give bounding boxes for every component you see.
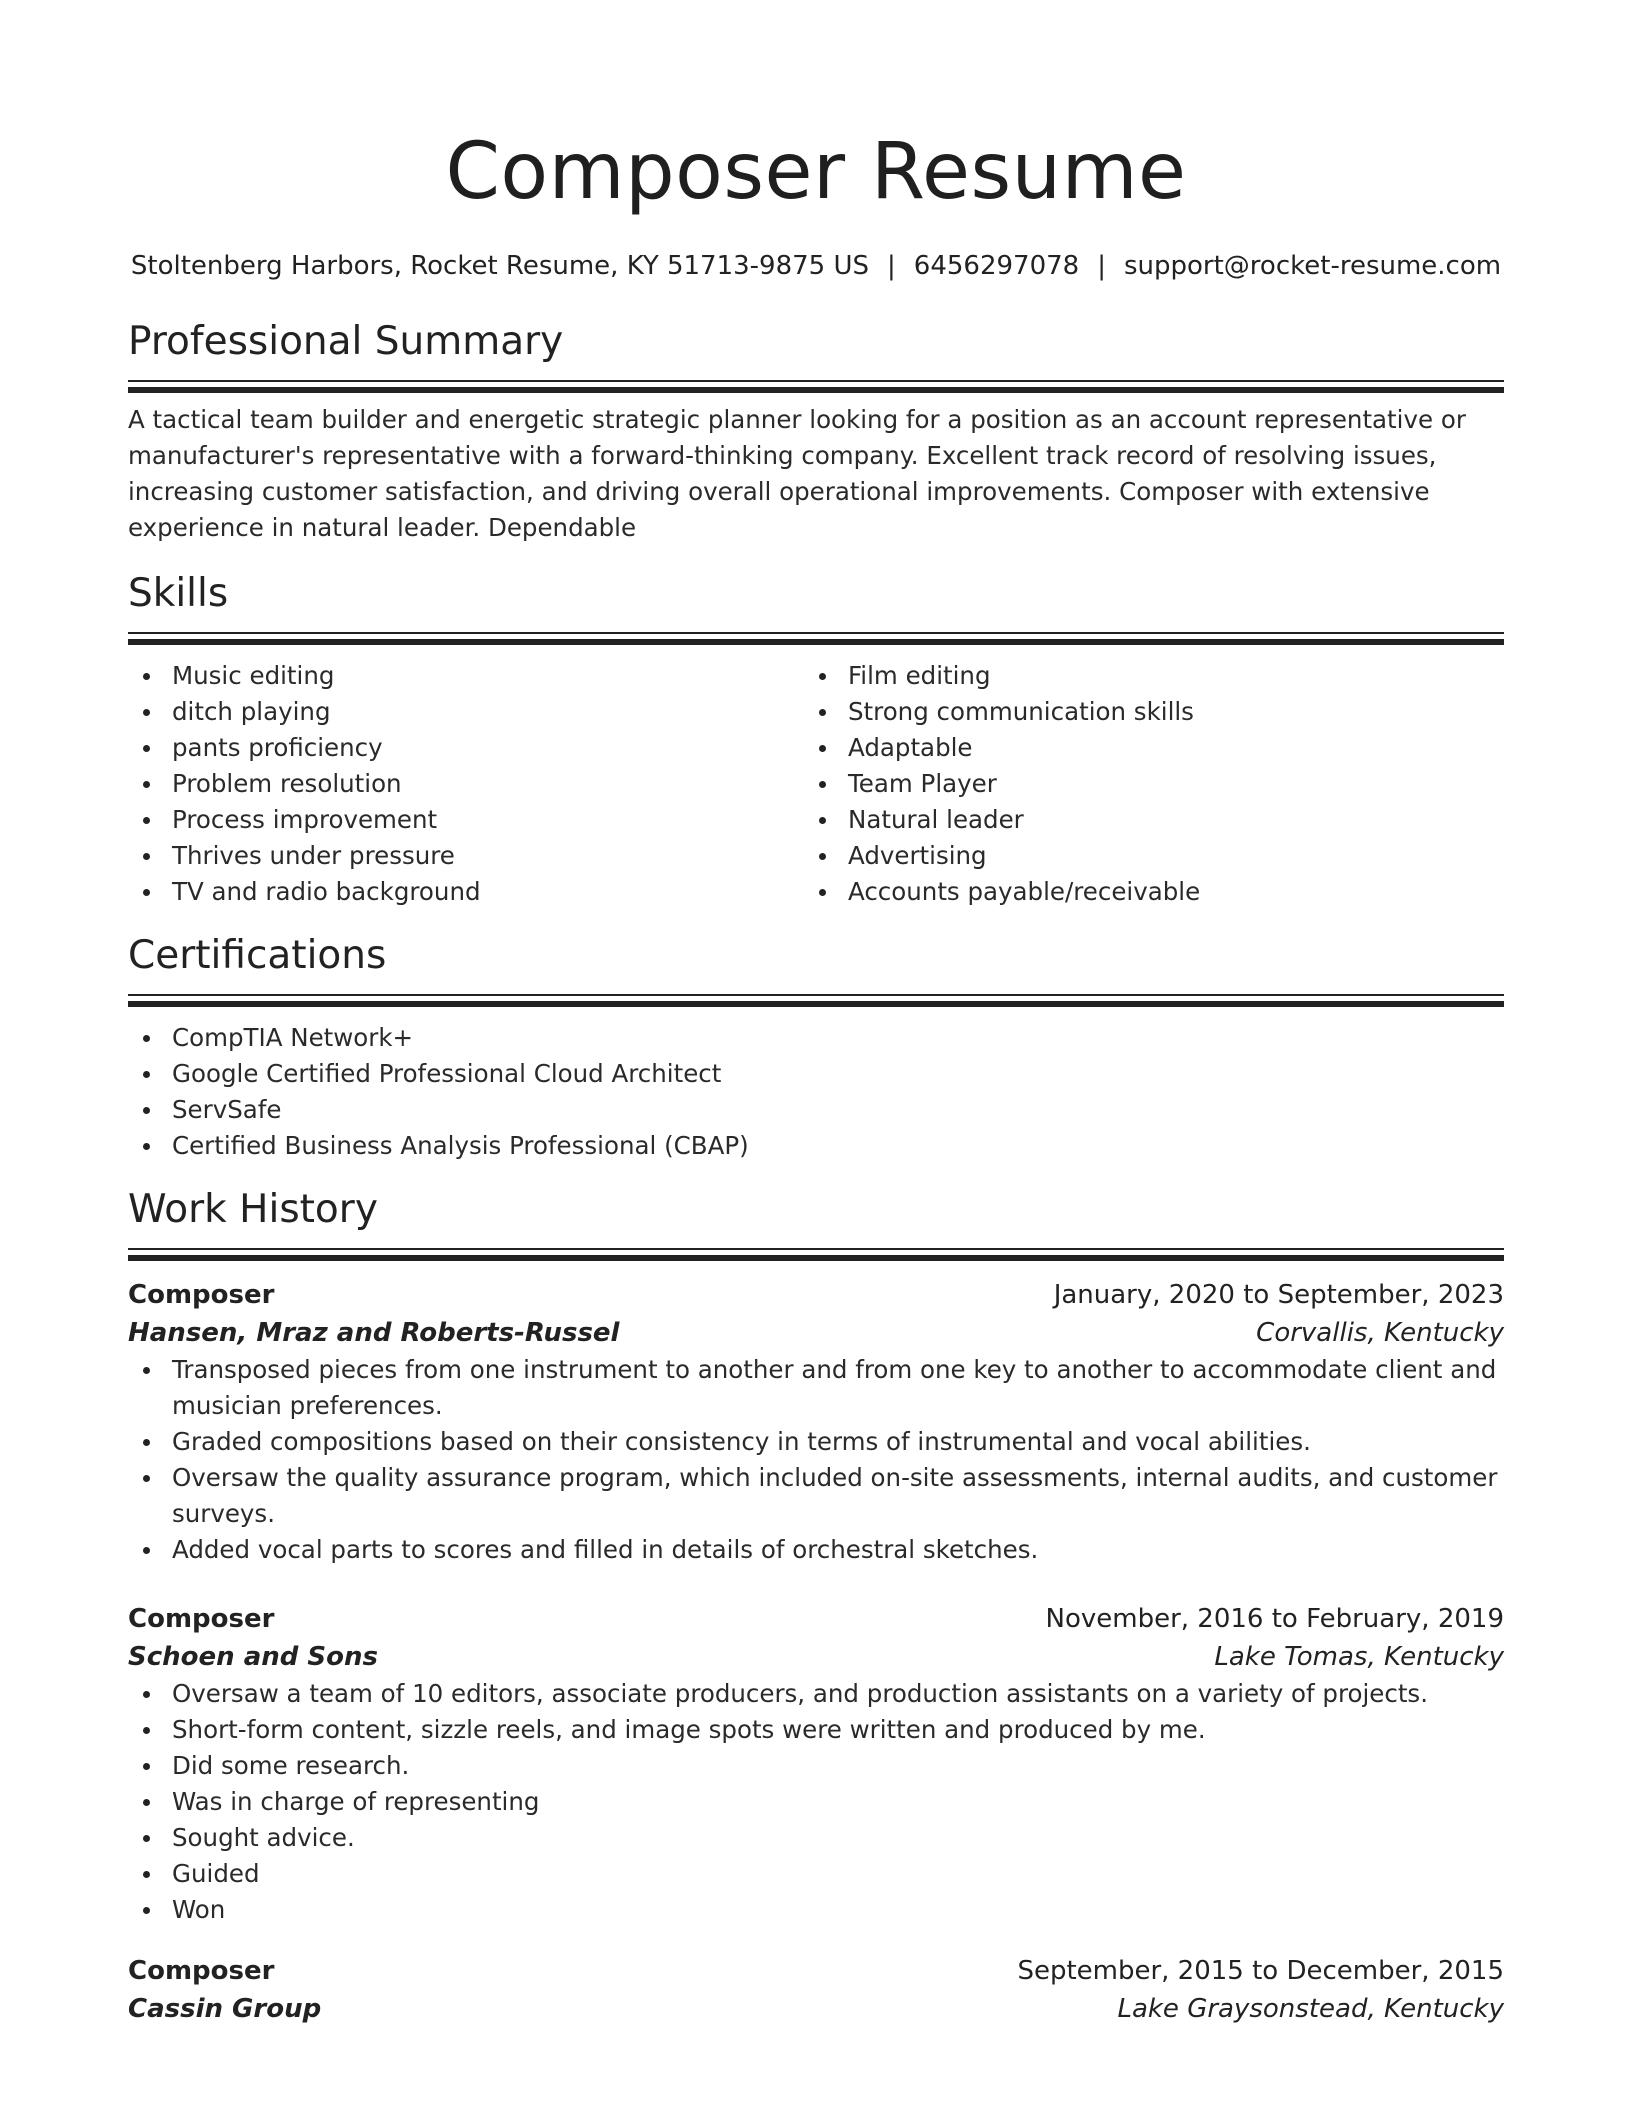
certification-item: Certified Business Analysis Professional (CBAP): [128, 1128, 1504, 1164]
job-location: Lake Graysonstead, Kentucky: [1117, 1994, 1504, 2024]
job-dates: September, 2015 to December, 2015: [1017, 1956, 1504, 1986]
job-bullets: [128, 1676, 1504, 1928]
job-company: Cassin Group: [128, 1994, 322, 2024]
skill-item: Thrives under pressure: [128, 838, 804, 874]
job-dates: November, 2016 to February, 2019: [1045, 1604, 1504, 1634]
contact-address: Stoltenberg Harbors, Rocket Resume, KY 51713-9875 US: [130, 251, 870, 281]
job-bullet: Oversaw the quality assurance program, which included on-site assessments, internal audits, and customer surveys.: [128, 1460, 1504, 1532]
job-bullet: Was in charge of representing: [128, 1784, 1504, 1820]
contact-line: [128, 248, 1504, 284]
resume-name: Composer Resume: [445, 127, 1187, 217]
certifications-list: [128, 1020, 1504, 1164]
skill-item: Problem resolution: [128, 766, 804, 802]
skill-item: Strong communication skills: [804, 694, 1480, 730]
contact-email: support@rocket-resume.com: [1123, 251, 1502, 281]
section-title-certifications: Certifications: [128, 933, 387, 978]
skill-item: Adaptable: [804, 730, 1480, 766]
skills-list-left: [128, 658, 804, 910]
skill-item: TV and radio background: [128, 874, 804, 910]
skill-item: ditch playing: [128, 694, 804, 730]
job-bullet: Graded compositions based on their consistency in terms of instrumental and vocal abilities.: [128, 1424, 1504, 1460]
job-entry: [128, 1276, 1504, 1568]
skills-grid: [128, 658, 1504, 910]
certification-item: ServSafe: [128, 1092, 1504, 1128]
skill-item: Film editing: [804, 658, 1480, 694]
job-company: Hansen, Mraz and Roberts-Russel: [128, 1318, 620, 1348]
certification-item: CompTIA Network+: [128, 1020, 1504, 1056]
job-bullet: Did some research.: [128, 1748, 1504, 1784]
job-bullet: Oversaw a team of 10 editors, associate producers, and production assistants on a variety of projects.: [128, 1676, 1504, 1712]
skill-item: Process improvement: [128, 802, 804, 838]
section-divider: [128, 380, 1504, 394]
job-bullet: Guided: [128, 1856, 1504, 1892]
job-title: Composer: [128, 1956, 275, 1986]
skills-section: [128, 570, 1504, 910]
job-dates: January, 2020 to September, 2023: [1053, 1280, 1504, 1310]
job-bullet: Sought advice.: [128, 1820, 1504, 1856]
section-title-work-history: Work History: [128, 1187, 378, 1232]
job-bullet: Transposed pieces from one instrument to another and from one key to another to accommodate client and musician preferences.: [128, 1352, 1504, 1424]
job-location: Lake Tomas, Kentucky: [1214, 1642, 1504, 1672]
skill-item: Team Player: [804, 766, 1480, 802]
section-title-skills: Skills: [128, 571, 229, 616]
certifications-section: [128, 932, 1504, 1164]
skill-item: Music editing: [128, 658, 804, 694]
job-title: Composer: [128, 1604, 275, 1634]
summary-section: [128, 318, 1504, 546]
contact-phone: 6456297078: [913, 251, 1080, 281]
job-entry: [128, 1952, 1504, 2028]
job-location: Corvallis, Kentucky: [1256, 1318, 1504, 1348]
section-divider: [128, 994, 1504, 1008]
skill-item: pants proficiency: [128, 730, 804, 766]
skill-item: Advertising: [804, 838, 1480, 874]
section-divider: [128, 1248, 1504, 1262]
skill-item: Accounts payable/receivable: [804, 874, 1480, 910]
job-bullet: Added vocal parts to scores and filled in details of orchestral sketches.: [128, 1532, 1504, 1568]
certification-item: Google Certified Professional Cloud Architect: [128, 1056, 1504, 1092]
work-history-section: [128, 1186, 1504, 2028]
section-divider: [128, 632, 1504, 646]
skill-item: Natural leader: [804, 802, 1480, 838]
job-company: Schoen and Sons: [128, 1642, 378, 1672]
job-bullet: Won: [128, 1892, 1504, 1928]
job-title: Composer: [128, 1280, 275, 1310]
job-entry: [128, 1600, 1504, 1928]
contact-separator: |: [1097, 251, 1106, 281]
section-title-summary: Professional Summary: [128, 319, 564, 364]
contact-separator: |: [887, 251, 896, 281]
job-bullet: Short-form content, sizzle reels, and image spots were written and produced by me.: [128, 1712, 1504, 1748]
summary-text: A tactical team builder and energetic strategic planner looking for a position as an account representative or manufacturer's representative with a forward-thinking company. Excellent track record of resolving issues, increasing customer satisfaction, and driving overall operational improvements. Composer with extensive experience in natural leader. Dependable: [128, 405, 1466, 542]
job-bullets: [128, 1352, 1504, 1568]
skills-list-right: [804, 658, 1480, 910]
